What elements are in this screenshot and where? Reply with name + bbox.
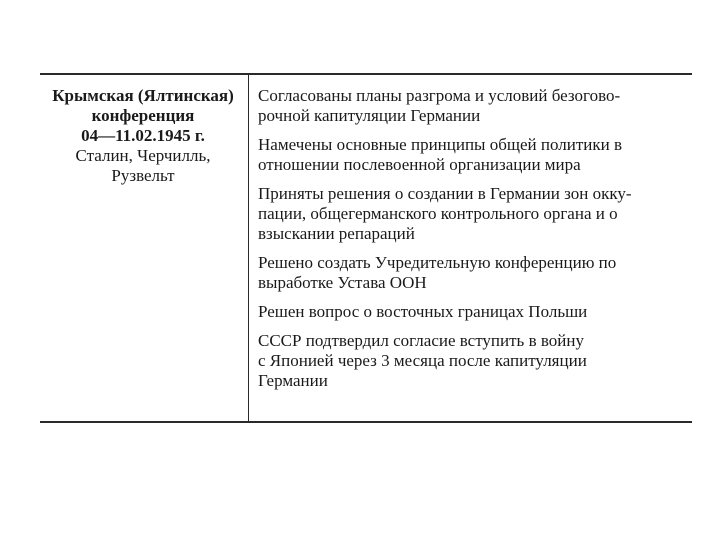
conference-title-line2: конференция: [91, 106, 195, 125]
decision-line: Решен вопрос о восточных границах Польши: [258, 302, 588, 321]
conference-title-line1: Крымская (Ялтинская): [52, 86, 234, 105]
decision-line: отношении послевоенной организации мира: [258, 155, 581, 174]
decision-item: [258, 253, 688, 293]
conference-participants-line1: Сталин, Черчилль,: [75, 146, 211, 165]
decision-item: [258, 184, 688, 244]
decision-line: Решено создать Учредительную конференцию по: [258, 253, 617, 272]
decision-line: Приняты решения о создании в Германии зон окку-: [258, 184, 632, 203]
table-bottom-rule: [40, 421, 692, 423]
decision-item: [258, 135, 688, 175]
decision-item: [258, 331, 688, 391]
decision-line: Намечены основные принципы общей политики в: [258, 135, 622, 154]
decision-item: [258, 302, 688, 322]
conference-dates: 04—11.02.1945 г.: [81, 126, 205, 145]
decision-line: Согласованы планы разгрома и условий безогово-: [258, 86, 621, 105]
decision-line: СССР подтвердил согласие вступить в войну: [258, 331, 584, 350]
decision-line: рочной капитуляции Германии: [258, 106, 481, 125]
decision-line: взыскании репараций: [258, 224, 415, 243]
decision-line: с Японией через 3 месяца после капитуляции: [258, 351, 587, 370]
conference-participants-line2: Рузвельт: [111, 166, 175, 185]
decisions-cell: [258, 86, 688, 400]
decision-line: Германии: [258, 371, 328, 390]
conference-cell: [40, 86, 246, 186]
decision-line: пации, общегерманского контрольного органа и о: [258, 204, 618, 223]
table-top-rule: [40, 73, 692, 75]
column-divider: [248, 74, 249, 421]
decision-item: [258, 86, 688, 126]
decision-line: выработке Устава ООН: [258, 273, 427, 292]
